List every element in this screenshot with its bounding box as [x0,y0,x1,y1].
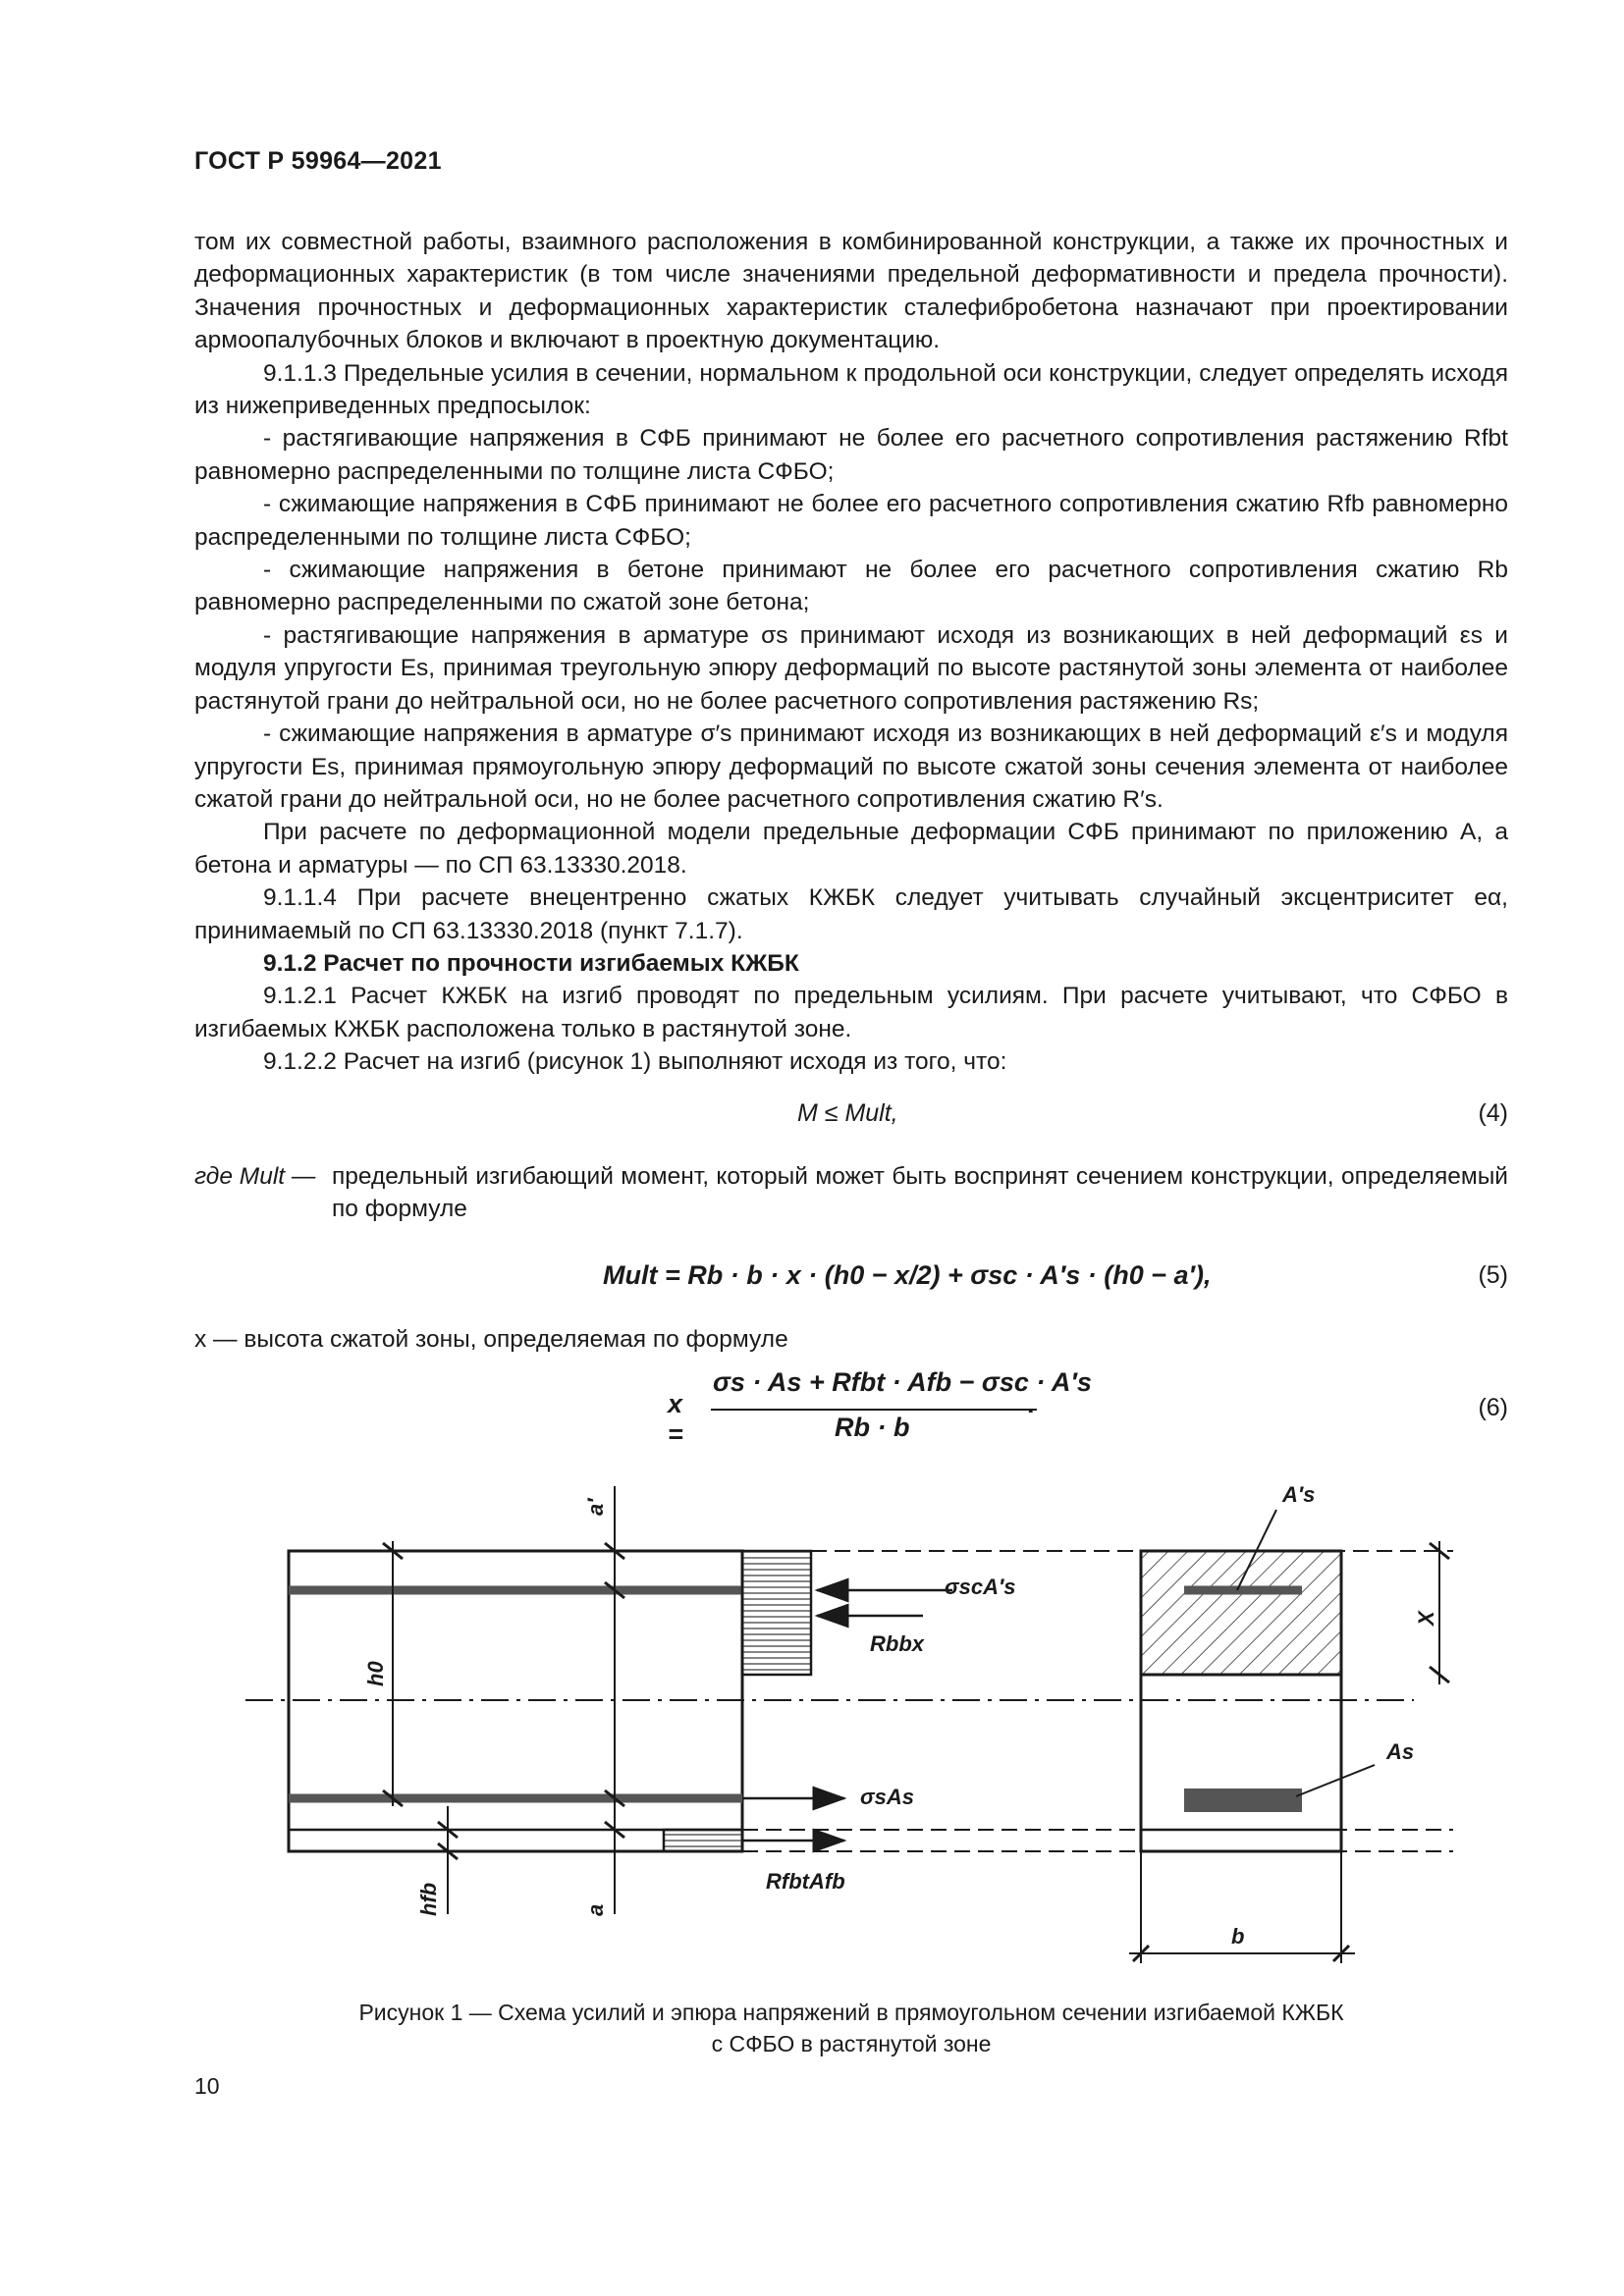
paragraph-9-1-1-3: 9.1.1.3 Предельные усилия в сечении, нормальном к продольной оси конструкции, следует определять исходя из нижеприведенных предпосылок: [194,359,1508,420]
label-as-prime: A′s [1282,1482,1316,1507]
label-x: X [1414,1611,1438,1626]
section-heading-9-1-2: 9.1.2 Расчет по прочности изгибаемых КЖБК [263,949,799,977]
compression-stress-block [742,1551,811,1675]
label-as: As [1386,1739,1415,1764]
equation-number-4: (4) [1478,1099,1508,1127]
label-b: b [1231,1924,1245,1949]
page-header: ГОСТ Р 59964—2021 [194,147,442,175]
figure-caption [194,1997,1508,2059]
label-hfb: hfb [416,1882,441,1916]
x-description: x — высота сжатой зоны, определяемая по формуле [194,1326,788,1353]
bullet-compression-rebar: - сжимающие напряжения в арматуре σ′s принимают исходя из возникающих в ней деформаций ε′s и модуля упругости Es, принимая прямоугольную эпюру деформаций по высоте сжатой зоны сечения элемента от наиболее сжатой грани до нейтральной оси, но не более расчетного сопротивления сжатию R′s. [194,721,1508,813]
bullet-compression-sfb: - сжимающие напряжения в СФБ принимают не более его расчетного сопротивления сжатию Rfb равномерно распределенными по толщине листа СФБО; [194,491,1508,551]
paragraph-9-1-1-4: 9.1.1.4 При расчете внецентренно сжатых КЖБК следует учитывать случайный эксцентриситет eα, принимаемый по СП 63.13330.2018 (пункт 7.1.7). [194,884,1508,944]
label-sigma-sc-as: σscA′s [945,1575,1016,1599]
caption-line-1: Рисунок 1 — Схема усилий и эпюра напряжений в прямоугольном сечении изгибаемой КЖБК [358,2000,1344,2025]
formula-6-period: . [1027,1389,1035,1418]
compression-zone [1141,1551,1341,1675]
label-rfbt-afb: RfbtAfb [766,1869,845,1894]
paragraph-deformation-model: При расчете по деформационной модели предельные деформации СФБ принимают по приложению А, а бетона и арматуры — по СП 63.13330.2018. [194,819,1508,879]
equation-number-6: (6) [1478,1394,1508,1421]
label-rbbx: Rbbx [870,1631,924,1656]
formula-4: M ≤ Mult, [797,1099,898,1127]
caption-line-2: с СФБО в растянутой зоне [711,2031,992,2056]
label-sigma-s-as: σsAs [860,1785,914,1809]
bottom-rebar-section [1184,1789,1302,1812]
formula-6-numerator: σs · As + Rfbt · Afb − σsc · A′s [713,1367,1092,1397]
fraction-bar [711,1409,1037,1411]
cross-section [1129,1510,1449,1963]
body-text [194,226,1508,1079]
formula-5: Mult = Rb · b · x · (h0 − x/2) + σsc · A′s · (h0 − a′), [603,1260,1212,1290]
page-number: 10 [194,2073,220,2099]
equation-number-5: (5) [1478,1261,1508,1289]
bullet-tension-sfb: - растягивающие напряжения в СФБ принимают не более его расчетного сопротивления растяжению Rfbt равномерно распределенными по толщине листа СФБО; [194,425,1508,485]
where-term: где Mult — [194,1163,316,1190]
bullet-compression-concrete: - сжимающие напряжения в бетоне принимают не более его расчетного сопротивления сжатию Rb равномерно распределенными по сжатой зоне бетона; [194,557,1508,616]
formula-6-lhs: x = [668,1389,683,1449]
paragraph-9-1-2-2: 9.1.2.2 Расчет на изгиб (рисунок 1) выполняют исходя из того, что: [263,1048,1007,1076]
formula-6-denominator: Rb · b [835,1413,910,1442]
figure-1-diagram [236,1472,1473,1983]
bullet-tension-rebar: - растягивающие напряжения в арматуре σs принимают исходя из возникающих в ней деформаций εs и модуля упругости Es, принимая треугольную эпюру деформаций по высоте растянутой зоны элемента от наиболее растянутой грани до нейтральной оси, но не более расчетного сопротивления растяжению Rs; [194,621,1508,715]
label-a: a [583,1903,608,1916]
sfbo-tension-block [664,1830,742,1851]
label-a-prime: a′ [583,1498,608,1516]
where-definition: предельный изгибающий момент, который может быть воспринят сечением конструкции, определяемый по формуле [332,1163,1508,1223]
paragraph-9-1-2-1: 9.1.2.1 Расчет КЖБК на изгиб проводят по предельным усилиям. При расчете учитывают, что СФБО в изгибаемых КЖБК расположена только в растянутой зоне. [194,983,1508,1042]
label-h0: h0 [363,1661,388,1686]
paragraph-continuation: том их совместной работы, взаимного расположения в комбинированной конструкции, а также их прочностных и деформационных характеристик (в том числе значениями предельной деформативности и предела прочности). Значения прочностных и деформационных характеристик сталефибробетона назначают при проектировании армоопалубочных блоков и включают в проектную документацию. [194,229,1508,354]
